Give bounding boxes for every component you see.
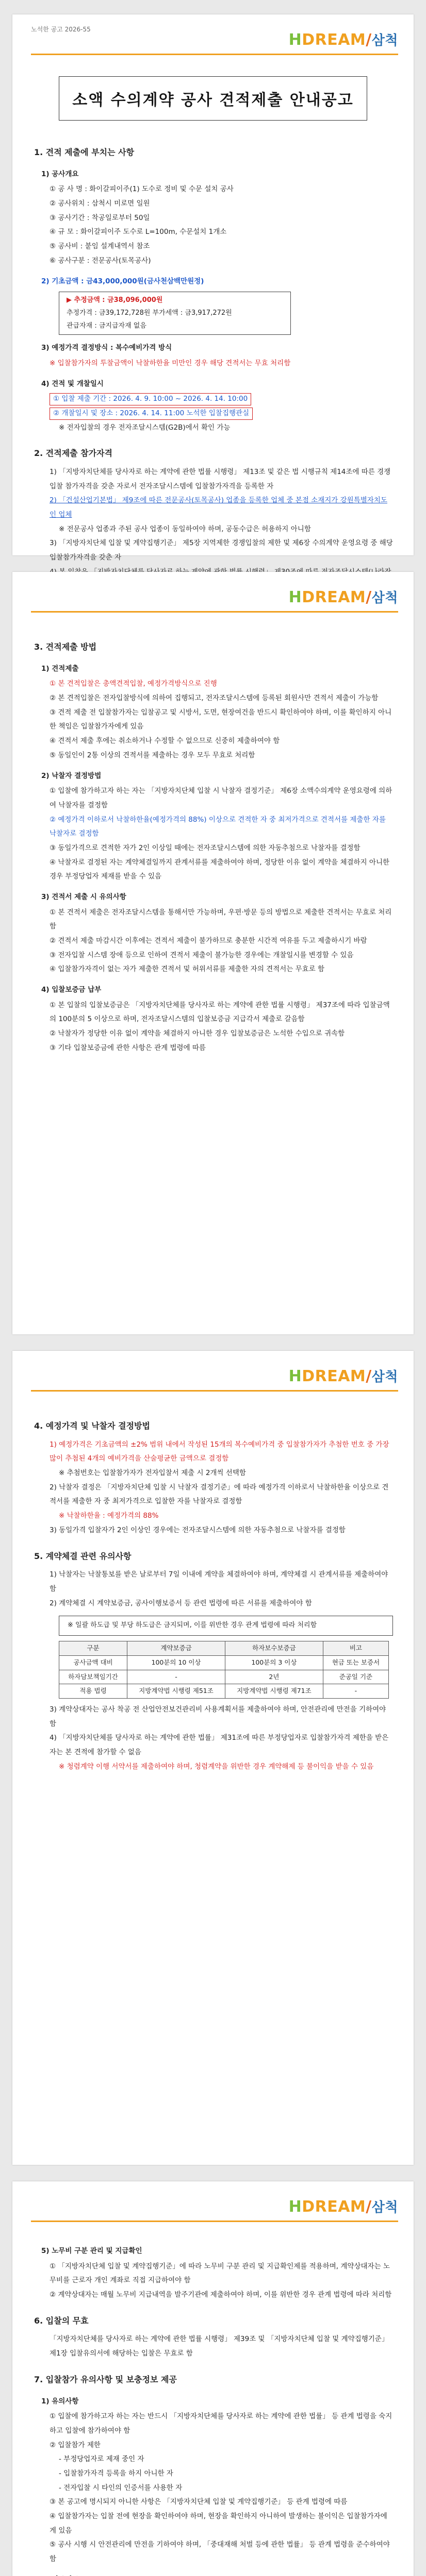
caution-item: ① 본 견적서 제출은 전자조달시스템을 통해서만 가능하며, 우편·방문 등의 방법으로 제출한 견적서는 무효로 처리함 [50, 908, 392, 931]
section-heading: 5. 계약체결 관련 유의사항 [34, 1551, 132, 1561]
table-cell: 100분의 10 이상 [127, 1655, 225, 1670]
subsection-heading: 4) 입찰보증금 납부 [41, 985, 102, 994]
page-3 [12, 1351, 414, 2165]
subsection-heading: 2) 낙찰자 결정방법 [41, 771, 102, 780]
section-heading: 1. 견적 제출에 부치는 사항 [34, 147, 135, 157]
base-amount: 2) 기초금액 : 금43,000,000원(금사천삼백만원정) [41, 277, 204, 285]
eligibility-item: 3) 「지방자치단체 입찰 및 계약집행기준」 제5장 지역제한 경쟁입찰의 제한 및 제6장 수의계약 운영요령 중 해당 입찰참가자격을 갖춘 자 [50, 539, 393, 562]
page-3-content [34, 1408, 393, 1774]
table-header-cell: 구분 [59, 1641, 127, 1656]
estimated-amount: ▶ 추정금액 : 금38,096,000원 [67, 296, 163, 304]
notice-item: ④ 입찰참가자는 입찰 전에 현장을 확인하여야 하며, 현장을 확인하지 아니하여 발생하는 불이익은 입찰참가자에게 있음 [50, 2512, 387, 2535]
invalid-bid-text: 「지방자치단체를 당사자로 하는 계약에 관한 법률 시행령」 제39조 및 「지방자치단체 입찰 및 계약집행기준」 제1장 입찰유의서에 해당하는 입찰은 무효로 함 [50, 2335, 389, 2358]
section-heading: 6. 입찰의 무효 [34, 2315, 89, 2326]
price-rule-item: 2) 낙찰자 결정은 「지방자치단체 입찰 시 낙찰자 결정기준」에 따라 예정가격 이하로서 낙찰하한율 이상으로 견적서를 제출한 자 중 최저가격으로 입찰한 자를 낙찰자로 결정함 [50, 1483, 389, 1506]
contract-note-box [59, 1616, 393, 1636]
method-item: ② 본 견적입찰은 전자입찰방식에 의하여 집행되고, 전자조달시스템에 등록된 회원사만 견적서 제출이 가능함 [50, 694, 379, 703]
header-rule [31, 611, 398, 613]
contract-note: ※ 일괄 하도급 및 부당 하도급은 금지되며, 이를 위반한 경우 관계 법령에 따라 처리함 [68, 1621, 317, 1630]
restriction-item: - 입찰참가자격 등록을 하지 아니한 자 [59, 2469, 173, 2478]
award-item: ③ 동일가격으로 견적한 자가 2인 이상일 때에는 전자조달시스템에 의한 자동추첨으로 낙찰자를 결정함 [50, 843, 361, 852]
subsection-heading: 3) 견적서 제출 시 유의사항 [41, 892, 126, 901]
table-header-cell: 하자보수보증금 [225, 1641, 323, 1656]
contract-item: 2) 계약체결 시 계약보증금, 공사이행보증서 등 관련 법령에 따른 서류를 제출하여야 함 [50, 1599, 312, 1607]
method-item: ⑤ 동일인이 2통 이상의 견적서를 제출하는 경우 모두 무효로 처리함 [50, 751, 255, 759]
warning-note: ※ 입찰참가자의 투찰금액이 낙찰하한율 미만인 경우 해당 견적서는 무효 처리함 [50, 359, 291, 367]
method-item: ③ 견적 제출 전 입찰참가자는 입찰공고 및 시방서, 도면, 현장여건을 반드시 확인하여야 하며, 이를 확인하지 아니한 책임은 입찰참가자에게 있음 [50, 708, 392, 731]
page-2-content [34, 629, 393, 1055]
contract-item: 3) 계약상대자는 공사 착공 전 산업안전보건관리비 사용계획서를 제출하여야 하며, 안전관리에 만전을 기하여야 함 [50, 1705, 386, 1728]
deposit-item: ① 본 입찰의 입찰보증금은 「지방자치단체를 당사자로 하는 계약에 관한 법률 시행령」 제37조에 따라 입찰금액의 100분의 5 이상으로 하며, 전자조달시스템의 입찰보증금 지급각서 제출로 갈음함 [50, 1001, 390, 1024]
method-item: ④ 견적서 제출 후에는 취소하거나 수정할 수 없으므로 신중히 제출하여야 함 [50, 737, 280, 745]
award-item: ① 입찰에 참가하고자 하는 자는 「지방자치단체 입찰 시 낙찰자 결정기준」 제6장 소액수의계약 운영요령에 의하여 낙찰자를 결정함 [50, 787, 392, 809]
header-rule [31, 1390, 398, 1392]
caution-item: ③ 전자입찰 시스템 장애 등으로 인하여 견적서 제출이 불가능한 경우에는 개찰일시를 변경할 수 있음 [50, 951, 354, 959]
price-box [59, 292, 291, 335]
labor-cost-item: ② 계약상대자는 매월 노무비 지급내역을 발주기관에 제출하여야 하며, 이를 위반한 경우 관계 법령에 따라 처리함 [50, 2291, 392, 2299]
table-cell: 100분의 3 이상 [225, 1655, 323, 1670]
price-rule-item: 1) 예정가격은 기초금액의 ±2% 범위 내에서 작성된 15개의 복수예비가격 중 입찰참가자가 추첨한 번호 중 가장 많이 추첨된 4개의 예비가격을 산술평균한 금액으로 결정함 [50, 1440, 389, 1463]
page-1-content [34, 134, 393, 594]
notice-item: ③ 본 공고에 명시되지 아니한 사항은 「지방자치단체 입찰 및 계약집행기준」 등 관계 법령에 따름 [50, 2498, 348, 2506]
restriction-item: - 전자입찰 시 타인의 인증서를 사용한 자 [59, 2483, 183, 2492]
price-rule-note: ※ 낙찰하한율 : 예정가격의 88% [59, 1512, 159, 1520]
award-item: ② 예정가격 이하로서 낙찰하한율(예정가격의 88%) 이상으로 견적한 자 중 최저가격으로 견적서를 제출한 자를 낙찰자로 결정함 [50, 815, 386, 838]
header-rule [31, 2221, 398, 2222]
deposit-item: ② 낙찰자가 정당한 이유 없이 계약을 체결하지 아니한 경우 입찰보증금은 노석한 수입으로 귀속함 [50, 1029, 345, 1038]
method-item: ① 본 견적입찰은 총액견적입찰, 예정가격방식으로 진행 [50, 680, 217, 688]
overview-item: ⑥ 공사구분 : 전문공사(토목공사) [50, 256, 151, 265]
table-cell: 지방계약법 시행령 제51조 [127, 1684, 225, 1699]
restriction-item: - 부정당업자로 제재 중인 자 [59, 2455, 144, 2464]
subsection-heading: 1) 유의사항 [41, 2397, 79, 2405]
overview-item: ⑤ 공사비 : 붙임 설계내역서 참조 [50, 242, 150, 251]
eligibility-item: 1) 「지방자치단체를 당사자로 하는 계약에 관한 법률 시행령」 제13조 및 같은 법 시행규칙 제14조에 따른 경쟁입찰 참가자격을 갖춘 자로서 전자조달시스템에 입찰참가자격을 등록한 자 [50, 468, 391, 490]
table-cell: 준공일 기준 [323, 1670, 388, 1684]
overview-item: ③ 공사기간 : 착공일로부터 50일 [50, 213, 150, 222]
overview-item: ④ 규 모 : 화이갈피이주 도수로 L=100m, 수문설치 1개소 [50, 228, 227, 236]
schedule-item: ① 입찰 제출 기간 : 2026. 4. 9. 10:00 ~ 2026. 4. 14. 10:00 [34, 392, 393, 406]
hdream-samcheok-logo: HDREAM/삼척 [288, 2198, 398, 2216]
estimated-price-line: 추정가격 : 금39,172,728원 부가세액 : 금3,917,272원 [67, 309, 232, 317]
hdream-samcheok-logo: HDREAM/삼척 [288, 31, 398, 49]
section-heading: 4. 예정가격 및 낙찰자 결정방법 [34, 1421, 150, 1431]
labor-cost-item: ① 「지방자치단체 입찰 및 계약집행기준」에 따라 노무비 구분 관리 및 지급확인제를 적용하며, 계약상대자는 노무비를 근로자 개인 계좌로 직접 지급하여야 함 [50, 2262, 390, 2285]
deposit-item: ③ 기타 입찰보증금에 관한 사항은 관계 법령에 따름 [50, 1043, 206, 1052]
page-4-content [34, 2238, 393, 2576]
eligibility-item: 2) 「건설산업기본법」 제9조에 따른 전문공사(토목공사) 업종을 등록한 업체 중 본점 소재지가 강원특별자치도인 업체 [50, 496, 387, 519]
section-heading: 3. 견적제출 방법 [34, 642, 97, 652]
caution-item: ② 견적서 제출 마감시간 이후에는 견적서 제출이 불가하므로 충분한 시간적 여유를 두고 제출하시기 바람 [50, 936, 367, 945]
subsection-heading: 3) 예정가격 결정방식 : 복수예비가격 방식 [41, 344, 172, 352]
price-rule-item: 3) 동일가격 입찰자가 2인 이상인 경우에는 전자조달시스템에 의한 자동추첨으로 낙찰자를 결정함 [50, 1526, 346, 1534]
notice-item: ② 입찰참가 제한 [50, 2441, 101, 2449]
subsection-heading: 4) 견적 및 개찰일시 [41, 379, 104, 388]
guarantee-table [59, 1641, 389, 1699]
table-header-cell: 비고 [323, 1641, 388, 1656]
table-cell: 공사금액 대비 [59, 1655, 127, 1670]
hdream-samcheok-logo: HDREAM/삼척 [288, 588, 398, 606]
page-1 [12, 14, 414, 562]
eligibility-note: ※ 전문공사 업종과 주된 공사 업종이 동일하여야 하며, 공동수급은 허용하지 아니함 [59, 524, 311, 533]
contract-item: 4) 「지방자치단체를 당사자로 하는 계약에 관한 법률」 제31조에 따른 부정당업자로 입찰참가자격 제한을 받은 자는 본 견적에 참가할 수 없음 [50, 1734, 389, 1757]
table-cell: 적용 법령 [59, 1684, 127, 1699]
notice-item: ⑤ 공사 시행 시 안전관리에 만전을 기하여야 하며, 「중대재해 처벌 등에 관한 법률」 등 관계 법령을 준수하여야 함 [50, 2540, 390, 2564]
table-cell: 현금 또는 보증서 [323, 1655, 388, 1670]
header-rule [31, 54, 398, 55]
subsection-heading: 5) 노무비 구분 관리 및 지급확인 [41, 2247, 142, 2255]
table-cell: - [127, 1670, 225, 1684]
contract-item: 1) 낙찰자는 낙찰통보를 받은 날로부터 7일 이내에 계약을 체결하여야 하며, 계약체결 시 관계서류를 제출하여야 함 [50, 1570, 388, 1593]
caution-item: ④ 입찰참가자격이 없는 자가 제출한 견적서 및 허위서류를 제출한 자의 견적서는 무효로 함 [50, 965, 325, 974]
section-heading: 7. 입찰참가 유의사항 및 보충정보 제공 [34, 2374, 177, 2384]
table-row [59, 1684, 389, 1699]
page-title: 소액 수의계약 공사 견적제출 안내공고 [72, 91, 354, 109]
price-rule-note: ※ 추첨번호는 입찰참가자가 전자입찰서 제출 시 2개씩 선택함 [59, 1469, 246, 1478]
table-cell: 하자담보책임기간 [59, 1670, 127, 1684]
schedule-note: ※ 전자입찰의 경우 전자조달시스템(G2B)에서 확인 가능 [59, 423, 231, 432]
page-4 [12, 2181, 414, 2576]
table-cell: 지방계약법 시행령 제71조 [225, 1684, 323, 1699]
subsection-heading: 1) 공사개요 [41, 170, 79, 178]
section-heading: 2. 견적제출 참가자격 [34, 448, 112, 459]
overview-item: ① 공 사 명 : 화이갈피이주(1) 도수로 정비 및 수문 설치 공사 [50, 185, 234, 194]
title-box [59, 76, 367, 121]
award-item: ④ 낙찰자로 결정된 자는 계약체결일까지 관계서류를 제출하여야 하며, 정당한 이유 없이 계약을 체결하지 아니한 경우 부정당업자 제재를 받을 수 있음 [50, 858, 390, 881]
page-2 [12, 572, 414, 1334]
document-number: 노석한 공고 2026-55 [31, 26, 91, 33]
schedule-item: ② 개찰일시 및 장소 : 2026. 4. 14. 11:00 노석한 입찰집행관실 [34, 406, 393, 421]
overview-item: ② 공사위치 : 삼척시 미로면 일원 [50, 199, 150, 208]
subsection-heading: 1) 견적제출 [41, 664, 79, 673]
table-header-row [59, 1641, 389, 1656]
notice-item: ① 입찰에 참가하고자 하는 자는 반드시 「지방자치단체를 당사자로 하는 계약에 관한 법률」 등 관계 법령을 숙지하고 입찰에 참가하여야 함 [50, 2412, 392, 2435]
table-row [59, 1670, 389, 1684]
subsection-heading [34, 2573, 393, 2576]
table-cell: - [323, 1684, 388, 1699]
table-row [59, 1655, 389, 1670]
government-materials-line: 관급자재 : 금지급자재 없음 [67, 321, 146, 330]
table-cell: 2년 [225, 1670, 323, 1684]
hdream-samcheok-logo: HDREAM/삼척 [288, 1367, 398, 1385]
contract-note: ※ 청렴계약 이행 서약서를 제출하여야 하며, 청렴계약을 위반한 경우 계약해제 등 불이익을 받을 수 있음 [59, 1762, 374, 1771]
table-header-cell: 계약보증금 [127, 1641, 225, 1656]
